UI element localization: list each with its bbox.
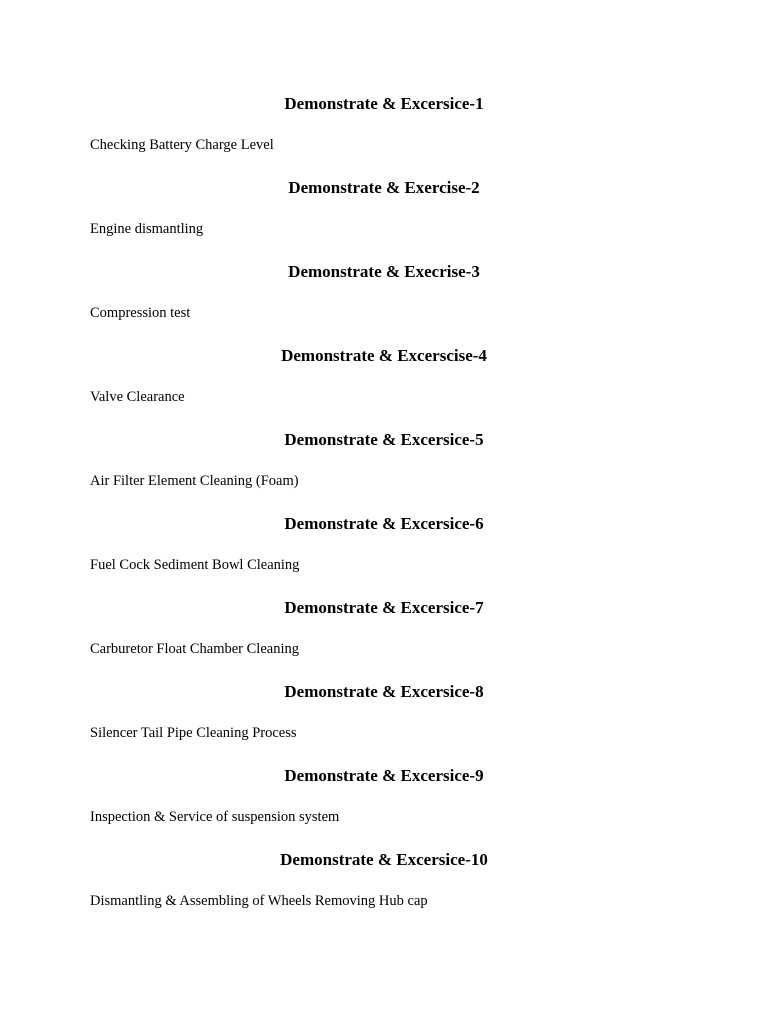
- exercise-description: Carburetor Float Chamber Cleaning: [90, 641, 299, 657]
- exercise-heading: Demonstrate & Excersice-7: [284, 598, 484, 617]
- exercise-description: Silencer Tail Pipe Cleaning Process: [90, 725, 297, 741]
- exercise-heading: Demonstrate & Execrise-3: [288, 262, 480, 281]
- exercise-section: [0, 94, 768, 178]
- exercise-description: Engine dismantling: [90, 221, 204, 237]
- exercise-description: Checking Battery Charge Level: [90, 137, 274, 153]
- exercise-section: [0, 682, 768, 766]
- exercise-section: [0, 178, 768, 262]
- exercise-section: [0, 430, 768, 514]
- exercise-heading: Demonstrate & Excersice-5: [284, 430, 484, 449]
- exercise-heading: Demonstrate & Excerscise-4: [281, 346, 487, 365]
- exercise-description: Dismantling & Assembling of Wheels Removing Hub cap: [90, 893, 428, 909]
- exercise-description: Inspection & Service of suspension system: [90, 809, 340, 825]
- exercise-section: [0, 346, 768, 430]
- exercise-heading: Demonstrate & Excersice-8: [284, 682, 484, 701]
- exercise-section: [0, 850, 768, 934]
- exercise-section: [0, 514, 768, 598]
- exercise-description: Valve Clearance: [90, 389, 185, 405]
- exercise-section: [0, 262, 768, 346]
- exercise-heading: Demonstrate & Excersice-1: [284, 94, 484, 113]
- exercise-section: [0, 766, 768, 850]
- exercise-heading: Demonstrate & Excersice-6: [284, 514, 484, 533]
- exercise-heading: Demonstrate & Excersice-9: [284, 766, 484, 785]
- exercise-description: Air Filter Element Cleaning (Foam): [90, 473, 299, 489]
- exercise-heading: Demonstrate & Excersice-10: [280, 850, 488, 869]
- exercise-description: Fuel Cock Sediment Bowl Cleaning: [90, 557, 300, 573]
- exercise-heading: Demonstrate & Exercise-2: [288, 178, 480, 197]
- exercise-description: Compression test: [90, 305, 191, 321]
- exercise-section: [0, 598, 768, 682]
